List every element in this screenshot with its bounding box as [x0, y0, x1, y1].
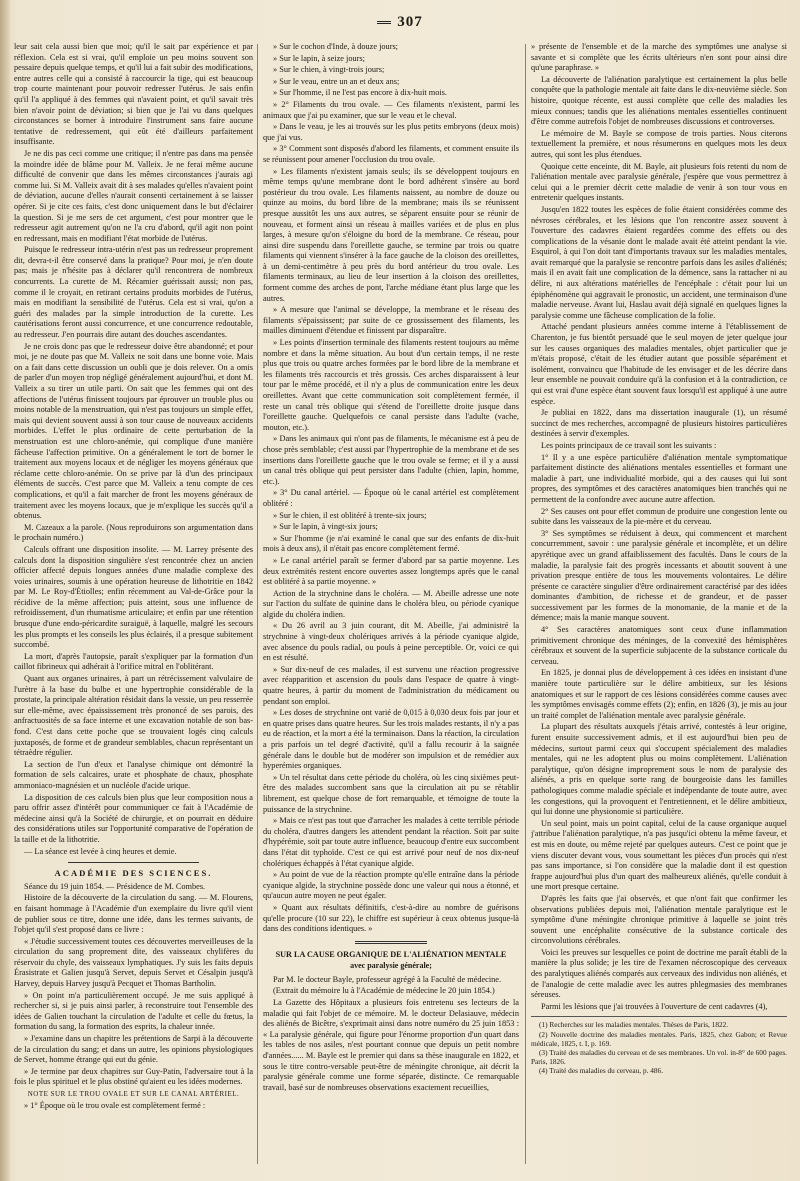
paragraph: » Je termine par deux chapitres sur Guy-Patin, l'adversaire tout à la fois le plus spirituel et le plus obstiné qu'aient eu les idées modernes. — [14, 1066, 253, 1087]
paragraph: » On point m'a particulièrement occupé. Je me suis appliqué à rechercher si, si je puis ainsi parler, à reconstruire tout l'ensemble des idées de Galien touchant la circulation de l'adulte et celle du fœtus, la formation du sang, la formation des esprits, la chaleur innée. — [14, 990, 253, 1032]
paragraph: Un seul point, mais un point capital, celui de la cause organique auquel j'attribue l'aliénation paralytique, n'a pas jusqu'ici obtenu la même faveur, et est mis en doute, ou même rejeté par quelques auteurs. C'est ce point que je viens discuter devant vous, vous soumettant les pièces d'un procès qui n'est pas sans importance, si l'on considère que la maladie dont il est question frappe aujourd'hui plus d'un quart des malheureux aliénés, qu'elle conduit à une mort presque certaine. — [531, 818, 787, 892]
paragraph: » Sur le chien, à vingt-trois jours; — [273, 65, 385, 75]
paragraph: » 3° Comment sont disposés d'abord les filaments, et comment ensuite ils se réunissent pour amener l'occlusion du trou ovale. — [263, 144, 519, 164]
paragraph: » Les filaments n'existent jamais seuls; ils se développent toujours en même temps qu'une membrane dont le bord adhérent s'insère au bord postérieur du trou ovale. Les filaments naissent, au nombre de douze ou quinze au moins, du bord libre de la membrane; mais ils se réunissent presque aussitôt les uns aux autres, se séparent ensuite pour se réunir de nouveau, et forment ainsi un réseau à mailles variées et de plus en plus larges, à mesure qu'on s'éloigne du bord de la membrane. Ce réseau, pour ainsi dire suspendu dans l'oreillette gauche, se termine par trois ou quatre filaments qui viennent s'insérer à la face gauche de la cloison des oreillettes, à un demi-centimètre à peu près du bord antérieur du trou ovale. Les filaments terminaux, au lieu de leur insertion à la cloison des oreillettes, forment comme des arches de pont, l'arche médiane étant plus large que les autres. — [263, 166, 519, 303]
paragraph: » présente de l'ensemble et de la marche des symptômes une analyse si savante et si complète que les écrits ultérieurs n'en sont pour ainsi dire qu'une paraphrase. » — [531, 42, 787, 73]
paragraph: En 1825, je donnai plus de développement à ces idées en insistant d'une manière toute particulière sur le délire ambitieux, sur les lésions anatomiques et sur le rapport de ces lésions considérées comme causes avec les symptômes envisagés comme effets (2); enfin, en 1826 (3), je mis au jour un traité complet de l'aliénation mentale avec paralysie générale. — [531, 668, 787, 720]
footnote: (3) Traité des maladies du cerveau et de ses membranes. Un vol. in-8° de 600 pages. Paris, 1826. — [531, 1048, 787, 1067]
paragraph: Je ne crois donc pas que le redresseur doive être abandonné; et pour moi, je ne doute pas que M. Valleix ne soit dans une bonne voie. Mais on a fait dans cette discussion un oubli que je dois relever. On a omis de parler d'un moyen trop négligé généralement aujourd'hui, et dont M. Valleix a su tirer un utile parti. On sait que les femmes qui ont des affections de l'utérus finissent toujours par éprouver un trouble plus ou moins notable de la menstruation, qui n'est pas toujours un simple effet, mais qui devient souvent aussi à son tour cause de nouveaux accidents morbides. L'effet le plus ordinaire de cette perturbation de la menstruation est une chloro-anémie, qui complique d'une manière fâcheuse l'affection primitive. On a généralement le tort de borner le traitement aux moyens locaux et de négliger les moyens généraux que réclame cette chloro-anémie. On se prive par là d'un des principaux éléments de succès. C'est parce que M. Valleix a tenu compte de ces complications, et qu'il a fait marcher de front les moyens généraux de traitement avec les moyens locaux, que je m'explique les succès qu'il a obtenus. — [14, 341, 253, 521]
paragraph: Jusqu'en 1822 toutes les espèces de folie étaient considérées comme des névroses cérébrales, et les lésions que l'on rencontre assez souvent à l'ouverture des cadavres étaient regardées comme des effets ou des complications de la vésanie dont le malade avait été atteint pendant la vie. Esquirol, à qui l'on doit tant d'importants travaux sur les maladies mentales, avait remarqué que la paralysie se rencontre parfois dans les asiles d'aliénés; mais il en avait fait une complication de la démence, sans la rattacher ni au délire, ni aux altérations matérielles de l'encéphale : c'était pour lui un épiphénomène qui aggravait le pronostic, un accident, une terminaison d'une maladie nerveuse. Avant lui, Haslau avait déjà signalé en quelques lignes la paralysie comme une fâcheuse complication de la folie. — [531, 204, 787, 320]
paragraph: Action de la strychnine dans le choléra. — M. Abeille adresse une note sur l'action du sulfate de quinine dans le choléra bleu, ou période cyanique algide du choléra indien. — [263, 588, 519, 619]
paragraph: » Quant aux résultats définitifs, c'est-à-dire au nombre de guérisons qu'elle procure (10 sur 22), le chiffre est supérieur à ceux obtenus jusque-là dans des conditions identiques. » — [263, 902, 519, 934]
paragraph: » A mesure que l'animal se développe, la membrane et le réseau des filaments s'épaississent; par suite de ce grossissement des filaments, les mailles diminuent d'étendue et finissent par disparaître. — [263, 305, 519, 336]
paragraph: » 1° Époque où le trou ovale est complètement fermé : — [24, 1100, 206, 1110]
footnote: (1) Recherches sur les maladies mentales. Thèses de Paris, 1822. — [539, 1020, 729, 1030]
paragraph: » Sur le chien, il est oblitéré à trente-six jours; — [273, 510, 427, 520]
paragraph: » 3° Du canal artériel. — Époque où le canal artériel est complètement oblitéré : — [263, 488, 519, 508]
paragraph: Je publiai en 1822, dans ma dissertation inaugurale (1), un résumé succinct de mes recherches, accompagné de plusieurs histoires particulières destinées à servir d'exemples. — [531, 408, 787, 439]
paragraph: La Gazette des Hôpitaux a plusieurs fois entretenu ses lecteurs de la maladie qui fait l'objet de ce mémoire. M. le docteur Delasiauve, médecin des aliénés de Bicêtre, s'exprimait ainsi dans notre numéro du 25 juin 1853 : « La paralysie générale, qui figure pour l'énorme proportion d'un quart dans les tables de nos asiles, n'est pourtant connue que depuis un petit nombre d'années...... M. Bayle est le premier qui dans sa thèse inaugurale en 1822, et sous le titre contro-versable peut-être de méningite chronique, ait décrit la paralysie générale comme une forme séparée, distincte. Ce remarquable travail, basé sur de nombreuses observations exactement recueillies, — [263, 998, 519, 1092]
session-line: Séance du 19 juin 1854. — Présidence de M. Combes. — [24, 881, 206, 891]
author-note: (Extrait du mémoire lu à l'Académie de médecine le 20 juin 1854.) — [273, 986, 495, 996]
binding-edge — [0, 0, 10, 1181]
section-rule — [68, 862, 199, 863]
page-number: 307 — [397, 14, 423, 30]
paragraph: » Sur le cochon d'Inde, à douze jours; — [273, 42, 398, 51]
paragraph: Parmi les lésions que j'ai trouvées à l'ouverture de cent cadavres (4), — [541, 1001, 768, 1011]
paragraph: Attaché pendant plusieurs années comme interne à l'établissement de Charenton, je fus bientôt persuadé que le seul moyen de jeter quelque jour sur les causes organiques des maladies mentales, objet particulier que je m'étais proposé, c'était de les étudier autant que possible séparément et isolément, convaincu que l'habitude de les envisager et de les décrire dans leur ensemble ne pouvait conduire qu'à la confusion et à la contradiction, ce qui est vrai d'une espèce étant souvent faux lorsqu'il est appliqué à une autre espèce. — [531, 322, 787, 406]
column-2 — [263, 42, 519, 1167]
paragraph: La découverte de l'aliénation paralytique est certainement la plus belle conquête que la pathologie mentale ait faite dans le dix-neuvième siècle. Son histoire, quoique récente, est aussi complète que celle des maladies les mieux connues; tandis que les aliénations mentales essentielles continuent d'être comme autrefois l'objet de nombreuses discussions et controverses. — [531, 74, 787, 127]
paragraph: 1° Il y a une espèce particulière d'aliénation mentale symptomatique parfaitement distincte des aliénations mentales essentielles et formant une maladie à part, une individualité morbide, qui a des causes qui lui sont propres, des symptômes et des caractères anatomiques bien tranchés qui ne permettent de la confondre avec aucune autre affection. — [531, 452, 787, 504]
paragraph: Puisque le redresseur intra-utérin n'est pas un redresseur proprement dit, devra-t-il être conservé dans la pratique? Pour moi, je n'en doute pas; mais je n'hésite pas à déclarer qu'il rencontrera de nombreux concurrents. La curette de M. Récamier guérissait aussi; non pas, comme il le croyait, en retirant certains produits morbides de l'utérus, mais en modifiant la sensibilité de l'utérus. Cela est si vrai, qu'on a guéri des malades par la simple introduction de la curette. Les cautérisations feront aussi concurrence, et une concurrence redoutable, au redresseur. J'en pourrais dire autant des douches ascendantes. — [14, 245, 253, 340]
column-divider-1 — [257, 44, 258, 1164]
paragraph: Le mémoire de M. Bayle se compose de trois parties. Nous citerons textuellement la première, et nous résumerons en quelques mots les deux autres, qui sont les plus étendues. — [531, 128, 787, 159]
paragraph: » Sur le lapin, à vingt-six jours; — [273, 522, 378, 532]
paragraph: « Du 26 avril au 3 juin courant, dit M. Abeille, j'ai administré la strychnine à vingt-deux cholériques arrivés à la période cyanique algide, avec absence du pouls radial, ou pouls à peine perceptible. Or, voici ce qui en est résulté. — [263, 621, 519, 663]
paragraph: » Au point de vue de la réaction prompte qu'elle entraîne dans la période cyanique algide, la strychnine possède donc une valeur qui nous a étonné, et qu'aucun autre moyen ne peut égaler. — [263, 870, 519, 901]
paragraph: » Dans les animaux qui n'ont pas de filaments, le mécanisme est à peu de chose près semblable; c'est aussi par l'hypertrophie de la membrane et de ses insertions dans l'oreillette gauche que le trou ovale se ferme; et il y a aussi un canal très oblique qui peut persister dans l'adulte (chien, lapin, homme, etc.). — [263, 434, 519, 486]
paragraph: — La séance est levée à cinq heures et demie. — [24, 846, 177, 856]
paragraph: » Sur l'homme (je n'ai examiné le canal que sur des enfants de dix-huit mois à deux ans), il n'était pas encore complètement fermé. — [263, 533, 519, 554]
paragraph: » Dans le veau, je les ai trouvés sur les plus petits embryons (deux mois) que j'ai vus. — [263, 122, 519, 142]
paragraph: Les points principaux de ce travail sont les suivants : — [541, 440, 717, 450]
paragraph: Calculs offrant une disposition insolite. — M. Larrey présente des calculs dont la disposition singulière s'est rencontrée chez un ancien officier affecté depuis longues années d'une maladie complexe des voies urinaires, soumis à une opération heureuse de lithotritie en 1842 par M. Le Roy-d'Étiolles; enfin récemment au Val-de-Grâce pour la récidive de la même affection; puis atteint, sous une influence de refroidissement, d'un rhumatisme articulaire; et enfin par une rétention brusque d'une endo-péricardite suraiguë, à laquelle, malgré les secours les plus prompts et les conseils les plus éclairés, il a presque subitement succombé. — [14, 544, 253, 650]
paragraph: La mort, d'après l'autopsie, paraît s'expliquer par la formation d'un caillot fibrineux qui adhérait à l'orifice mitral en l'oblitérant. — [14, 651, 253, 672]
paragraph: » Le canal artériel paraît se fermer d'abord par sa partie moyenne. Les deux extrémités restent encore ouvertes assez longtemps après que le canal est oblitéré à sa partie moyenne. » — [263, 555, 519, 587]
paragraph: » Mais ce n'est pas tout que d'arracher les malades à cette terrible période du choléra, d'autres dangers les attendent pendant la réaction. Soit par suite d'hypérémie, soit par toute autre influence, beaucoup d'entre eux succombent dans l'état dit typhoïde. C'est ce qui est arrivé pour neuf de nos dix-neuf cholériques échappés à l'état cyanique algide. — [263, 816, 519, 868]
paragraph: Histoire de la découverte de la circulation du sang. — M. Flourens, en faisant hommage à l'Académie d'un exemplaire du livre qu'il vient de publier sous ce titre, donne une idée, dans les termes suivants, de l'objet qu'il s'est proposé dans ce livre : — [14, 893, 253, 935]
paragraph: La disposition de ces calculs bien plus que leur composition nous a paru offrir assez d'intérêt pour communiquer ce fait à l'Académie de médecine ainsi qu'à la Société de chirurgie, et on pourrait en déduire des considérations utiles sur l'opportunité comparative de l'opération de la taille et de la lithotritie. — [14, 792, 253, 844]
paragraph: 2° Ses causes ont pour effet commun de produire une congestion lente ou subite dans les vaisseaux de la pie-mère et du cerveau. — [531, 506, 787, 527]
paragraph: La plupart des résultats auxquels j'étais arrivé, contestés à leur origine, furent ensuite successivement admis, et il est aujourd'hui bien peu de médecins, surtout parmi ceux qui s'occupent spécialement des maladies mentales, qui ne les adoptent plus ou moins complètement. L'aliénation paralytique, qu'on désigne improprement sous le nom de paralysie des aliénés, a pris en quelque sorte rang de bourgeoisie dans les familles pathologiques comme maladie spéciale et indépendante de toute autre, avec les congestions, qui la provoquent et l'entretiennent, et le délire ambitieux, qui lui donne une physionomie si particulière. — [531, 722, 787, 817]
paragraph: » J'examine dans un chapitre les prétentions de Sarpi à la découverte de la circulation du sang; et dans un autre, les opinions physiologiques de Servet, homme étrange qui eut du génie. — [14, 1034, 253, 1065]
article-rule — [355, 941, 427, 944]
paragraph: » Sur le lapin, à seize jours; — [273, 53, 365, 63]
paragraph: Je ne dis pas ceci comme une critique; il n'entre pas dans ma pensée la moindre idée de blâme pour M. Valleix. Je ne ferai même aucune difficulté de convenir que dans les mêmes circonstances j'aurais agi comme lui. Si M. Valleix avait dit à ses malades qu'elles n'avaient point de déviation, aucune d'elles n'aurait consenti certainement à se laisser opérer. Si je cite ces faits, c'est donc uniquement dans le but d'éclairer la question. Si je me sers de cet argument, c'est pour montrer que le redresseur agit autrement qu'on ne l'a cru d'abord, qu'il agit non point en redressant, mais en modifiant l'état morbide de l'utérus. — [14, 148, 253, 243]
paragraph: » Les points d'insertion terminale des filaments restent toujours au même nombre et dans la même situation. Au bout d'un certain temps, il ne reste plus que trois ou quatre arches formées par le bord libre de la membrane et les filaments très raccourcis et très grossis. Ces arches disparaissent à leur tour par le même procédé, et il n'y a plus de communication entre les deux oreillettes. Avant que cette communication soit complètement fermée, il reste un canal très oblique qui s'étend de l'oreillette droite jusque dans l'oreillette gauche. Quelquefois ce canal persiste dans l'adulte (vache, mouton, etc.). — [263, 338, 519, 432]
paragraph: » Les doses de strychnine ont varié de 0,015 à 0,030 deux fois par jour et en quatre prises dans quatre heures. Sur les trois malades restants, il n'y a pas eu de réaction, et la mort a été la terminaison. Dans la réaction, la circulation a pris parfois un tel degré d'activité, qu'il a fallu recourir à la saignée générale dans le double but de modérer son impulsion et de remédier aux hyperémies organiques. — [263, 708, 519, 771]
paragraph: Quant aux organes urinaires, à part un rétrécissement valvulaire de l'urètre à la base du bulbe et une hypertrophie considérable de la prostate, la principale altération résidait dans la vessie, un peu resserrée sur elle-même, avec épaississement très prononcé de ses parois, des anfractuosités de sa face interne et une excavation notable de son bas-fond. C'est dans cette poche que se trouvaient logés cinq calculs juxtaposés, de forme et de grandeur semblables, chacun représentant un tétraèdre régulier. — [14, 674, 253, 758]
footnote: (2) Nouvelle doctrine des maladies mentales. Paris, 1825, chez Gabon; et Revue médicale, 1825, t. I, p. 169. — [531, 1029, 787, 1048]
paragraph: Quoique cette enceinte, dit M. Bayle, ait plusieurs fois retenti du nom de l'aliénation mentale avec paralysie générale, j'espère que vous permettrez à celui qui a le premier décrit cette maladie de venir à son tour vous en entretenir quelques instants. — [531, 161, 787, 203]
paragraph: Voici les preuves sur lesquelles ce point de doctrine me paraît établi de la manière la plus solide; je les tire de l'examen nécroscopique des cerveaux des paralytiques aliénés comparés aux cerveaux des individus non aliénés, et de l'analogie de cette maladie avec les autres phlegmasies des membranes séreuses. — [531, 947, 787, 1000]
column-divider-2 — [525, 44, 526, 1164]
paragraph: D'après les faits que j'ai observés, et que n'ont fait que confirmer les observations publiées depuis moi, l'aliénation mentale paralytique est le symptôme d'une méningite chronique primitive à laquelle se joint très souvent une encéphalite consécutive de la substance corticale des circonvolutions cérébrales. — [531, 893, 787, 946]
paragraph: 3° Ses symptômes se réduisent à deux, qui commencent et marchent concurremment, savoir : une paralysie générale et incomplète, et un délire apyrétique avec un grand affaiblissement des facultés. Dans le cours de la maladie, la paralysie fait des progrès incessants et aboutit souvent à une privation presque entière de tous les mouvements volontaires. Le délire présente ce caractère singulier d'être ordinairement caractérisé par des idées dominantes d'ambition, de richesse et de grandeur, et de passer successivement par les formes de la monomanie, de la manie et de la démence; mais la manie manque souvent. — [531, 528, 787, 623]
paragraph: » Sur dix-neuf de ces malades, il est survenu une réaction progressive avec réapparition et ascension du pouls dans l'espace de quatre à vingt-quatre heures, à partir du moment de l'administration du médicament ou pendant son emploi. — [263, 664, 519, 706]
paragraph: » Un tel résultat dans cette période du choléra, où les cinq sixièmes peut-être des malades succombent sans que la circulation ait pu se rétablir librement, est quelque chose de fort remarquable, et témoigne de toute la puissance de la strychnine. — [263, 772, 519, 814]
paragraph: leur sait cela aussi bien que moi; qu'il le sait par expérience et par réflexion. Cela est si vrai, qu'il emploie un peu moins souvent son pessaire depuis quelque temps, et qu'il lui a fait subir des modifications, entre autres celle qui a consisté à raccourcir la tige, qui est beaucoup trop courte maintenant pour pouvoir redresser l'utérus. Je sais enfin qu'il l'a appliqué à des femmes qui n'avaient point, et qu'il savait très bien n'avoir point de déviation; si bien que je l'ai vu dans quelques circonstances se borner à introduire l'instrument sans faire aucune tentative de redressement, qui eût été d'ailleurs parfaitement insuffisante. — [14, 42, 253, 147]
column-1 — [14, 42, 253, 1167]
column-3 — [531, 42, 787, 1167]
article-subtitle: avec paralysie générale; — [350, 961, 432, 971]
paragraph: La section de l'un d'eux et l'analyse chimique ont démontré la formation de sels calcaires, urate et phosphate de chaux, phosphate ammoniaco-magnésien et un nucléole d'acide urique. — [14, 759, 253, 790]
section-title: ACADÉMIE DES SCIENCES. — [54, 868, 213, 879]
note-heading: NOTE SUR LE TROU OVALE ET SUR LE CANAL ARTÉRIEL. — [27, 1090, 240, 1098]
paragraph: M. Cazeaux a la parole. (Nous reproduirons son argumentation dans le prochain numéro.) — [14, 522, 253, 543]
paragraph: » 2° Filaments du trou ovale. — Ces filaments n'existent, parmi les animaux que j'ai pu examiner, que sur le veau et le cheval. — [263, 99, 519, 120]
page-header — [0, 14, 800, 31]
footnote: (4) Traité des maladies du cerveau, p. 486. — [539, 1066, 664, 1076]
paragraph: » Sur le veau, entre un an et deux ans; — [273, 76, 400, 86]
paragraph: » Sur l'homme, il ne l'est pas encore à dix-huit mois. — [273, 88, 447, 98]
header-rule — [377, 21, 391, 24]
article-title: SUR LA CAUSE ORGANIQUE DE L'ALIÉNATION MENTALE — [275, 949, 507, 959]
paragraph: 4° Ses caractères anatomiques sont ceux d'une inflammation primitivement chronique des méninges, de la convexité des hémisphères cérébraux et souvent de la superficie subjacente de la substance corticale du cerveau. — [531, 625, 787, 666]
author-line: Par M. le docteur Bayle, professeur agrégé à la Faculté de médecine. — [273, 974, 502, 984]
paragraph: « J'étudie successivement toutes ces découvertes merveilleuses de la circulation du sang proprement dite, des vaisseaux chylifères du réservoir du chyle, des vaisseaux lymphatiques. J'y suis les faits depuis Érasistrate et Galien jusqu'à Servet, depuis Servet et Césalpin jusqu'à Harvey, depuis Harvey jusqu'à Pecquet et Thomas Bartholin. — [14, 936, 253, 989]
footnotes — [531, 1016, 787, 1075]
